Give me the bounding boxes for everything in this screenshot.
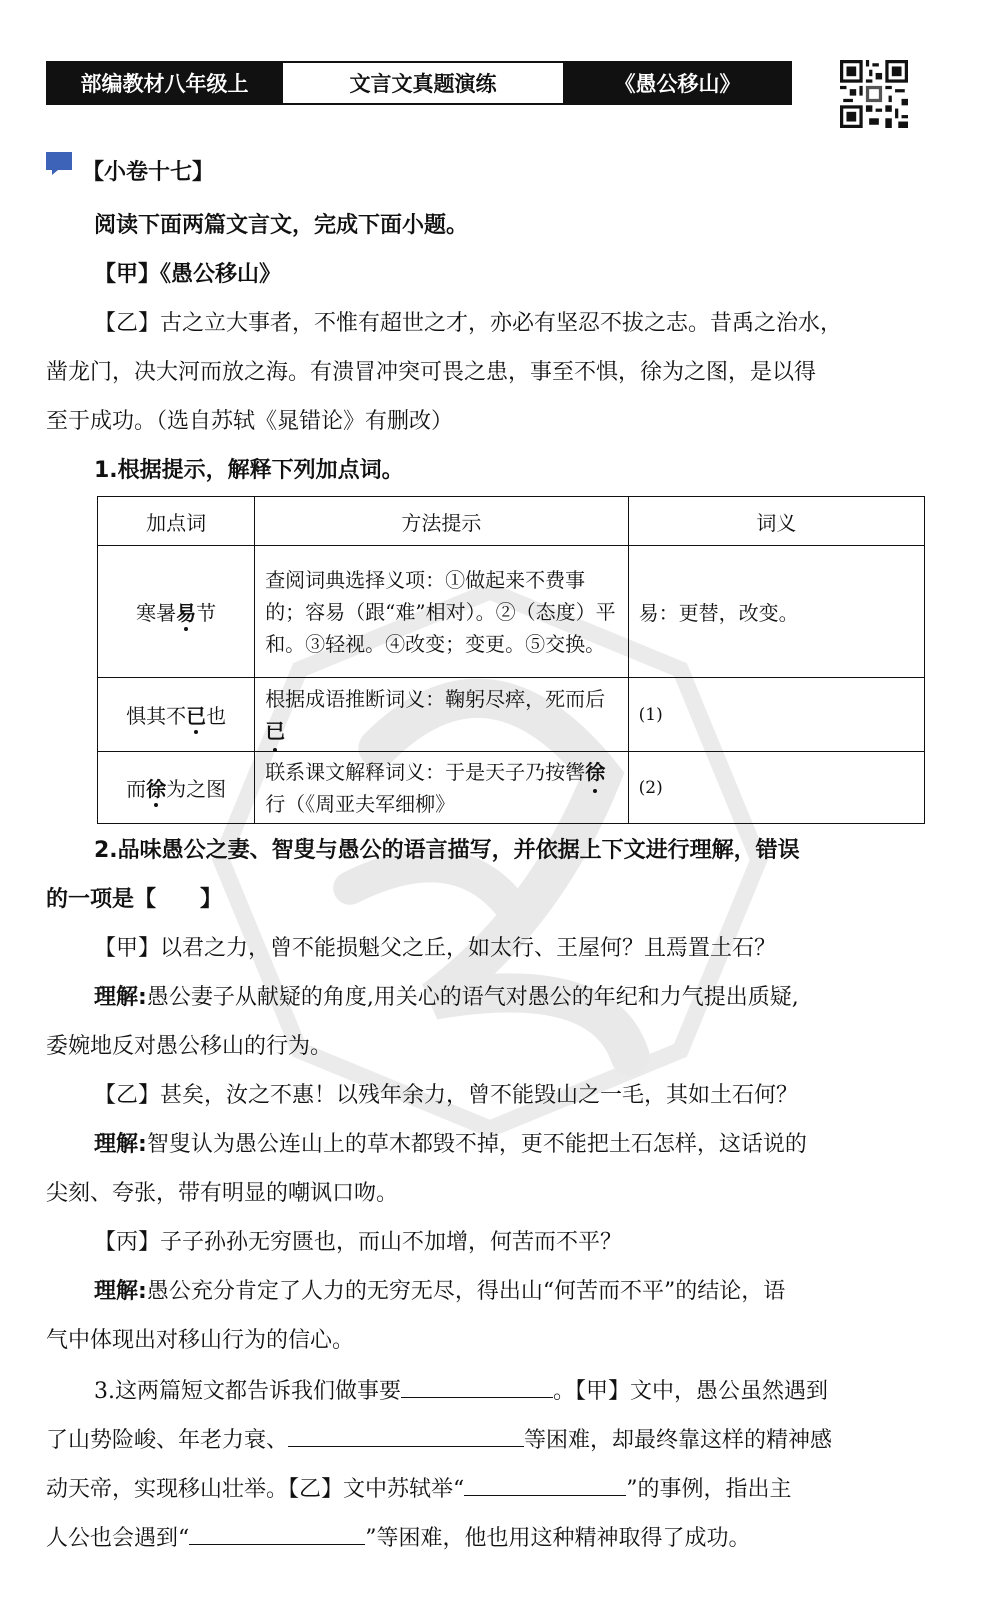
dotted-char: 易 [176,597,196,626]
passage-yi-line-2: 凿龙门，决大河而放之海。有溃冒冲突可畏之患，事至不惧，徐为之图，是以得 [46,360,817,385]
table-row [98,546,925,678]
answer-blank-2[interactable]: (2) [628,752,924,824]
fill-blank-3[interactable] [464,1473,626,1496]
q2-bing-expl-line-1: 理解:愚公充分肯定了人力的无穷无尽，得出山“何苦而不平”的结论，语 [94,1279,786,1304]
dotted-char: 已 [186,700,206,729]
header-subject: 文言文真题演练 [281,63,565,103]
qr-code-icon [840,60,908,128]
hint-cell: 查阅词典选择义项：①做起来不费事的；容易（跟“难”相对）。②（态度）平和。③轻视。④改变；变更。⑤交换。 [255,546,628,678]
q3-line-2: 了山势险峻、年老力衰、 等困难，却最终靠这样的精神感 [46,1424,916,1456]
q2-jia-expl-line-2: 委婉地反对愚公移山的行为。 [46,1034,333,1059]
answer-blank-1[interactable]: (1) [628,678,924,752]
header-grade: 部编教材八年级上 [48,63,281,103]
dotted-char: 已 [265,715,285,747]
vocab-table [97,496,925,824]
q2-yi-quote: 【乙】甚矣，汝之不惠！以残年余力，曾不能毁山之一毛，其如土石何？ [94,1083,799,1108]
q2-stem-line-1: 2.品味愚公之妻、智叟与愚公的语言描写，并依据上下文进行理解，错误 [94,838,800,863]
understanding-label: 理解: [94,1132,147,1157]
q2-jia-expl-line-1: 理解:愚公妻子从献疑的角度,用关心的语气对愚公的年纪和力气提出质疑, [94,985,799,1010]
dotted-word-cell: 惧其不已也 [98,678,255,752]
table-row [98,678,925,752]
hint-cell: 根据成语推断词义：鞠躬尽瘁，死而后已 [255,678,628,752]
dotted-char: 徐 [146,773,166,802]
dotted-word-cell: 而徐为之图 [98,752,255,824]
passage-yi-line-1: 【乙】古之立大事者，不惟有超世之才，亦必有坚忍不拔之志。昔禹之治水， [94,311,843,336]
table-header-row [98,497,925,546]
instruction-text: 阅读下面两篇文言文，完成下面小题。 [94,213,469,238]
col-header-word: 加点词 [98,497,255,546]
q1-stem: 1.根据提示，解释下列加点词。 [94,458,404,483]
passage-yi-line-3: 至于成功。（选自苏轼《晁错论》有删改） [46,409,454,434]
q2-stem-line-2[interactable]: 的一项是【 】 [46,887,223,912]
col-header-hint: 方法提示 [255,497,628,546]
section-title: 【小卷十七】 [82,160,215,185]
passage-jia-title: 【甲】《愚公移山》 [94,262,282,287]
q2-yi-expl-line-1: 理解:智叟认为愚公连山上的草木都毁不掉，更不能把土石怎样，这话说的 [94,1132,807,1157]
header-banner [46,61,792,105]
q3-line-3: 动天帝，实现移山壮举。【乙】文中苏轼举“ ”的事例，指出主 [46,1473,916,1505]
col-header-meaning: 词义 [628,497,924,546]
hint-cell: 联系课文解释词义：于是天子乃按辔徐行（《周亚夫军细柳》 [255,752,628,824]
understanding-label: 理解: [94,1279,147,1304]
bookmark-icon [44,150,74,176]
header-lesson: 《愚公移山》 [565,63,790,103]
fill-blank-4[interactable] [189,1522,365,1545]
fill-blank-2[interactable] [288,1424,524,1447]
understanding-label: 理解: [94,985,147,1010]
q2-jia-quote: 【甲】以君之力，曾不能损魁父之丘，如太行、王屋何？且焉置土石？ [94,936,777,961]
table-row [98,752,925,824]
dotted-word-cell: 寒暑易节 [98,546,255,678]
q2-bing-quote: 【丙】子子孙孙无穷匮也，而山不加增，何苦而不平？ [94,1230,623,1255]
q2-yi-expl-line-2: 尖刻、夸张，带有明显的嘲讽口吻。 [46,1181,399,1206]
q3-line-4: 人公也会遇到“ ”等困难，他也用这种精神取得了成功。 [46,1522,916,1554]
dotted-char: 徐 [585,756,605,788]
fill-blank-1[interactable] [401,1375,553,1398]
meaning-cell: 易：更替，改变。 [628,546,924,678]
q3-line-1: 3.这两篇短文都告诉我们做事要 。【甲】文中，愚公虽然遇到 [94,1375,916,1407]
q2-bing-expl-line-2: 气中体现出对移山行为的信心。 [46,1328,355,1353]
